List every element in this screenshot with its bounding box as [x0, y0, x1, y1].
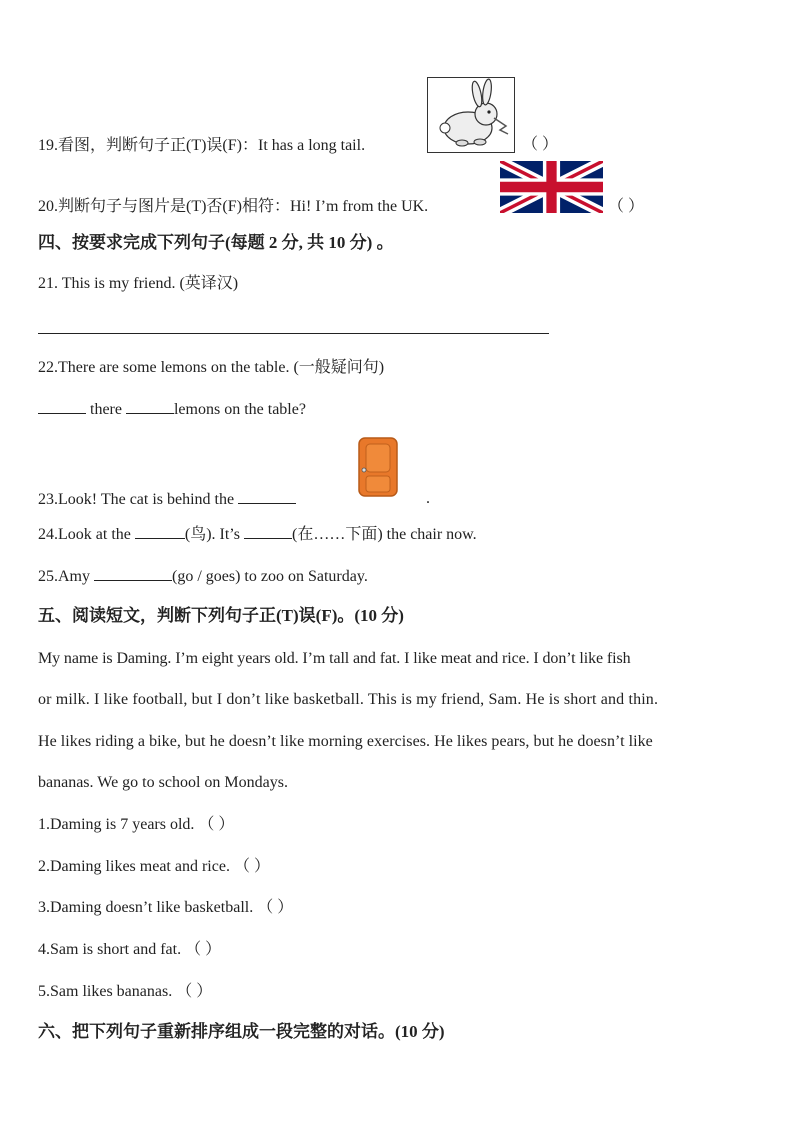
rabbit-image: [427, 77, 515, 153]
question-24: 24.Look at the (鸟). It’s (在……下面) the chair now.: [38, 526, 477, 543]
question-20-answer-paren[interactable]: （ ）: [608, 198, 645, 215]
question-22: 22.There are some lemons on the table. (一般疑问句): [38, 359, 385, 376]
reading-item-1-answer-paren[interactable]: （ ）: [198, 816, 235, 833]
uk-flag-icon: [500, 161, 603, 213]
rabbit-icon: [428, 78, 514, 152]
section-5-heading: 五、阅读短文，判断下列句子正(T)误(F)。(10 分): [38, 606, 404, 625]
passage-line-3: He likes riding a bike, but he doesn’t like morning exercises. He likes pears, but he doesn’t like: [38, 733, 653, 750]
question-22-blank-1[interactable]: [38, 399, 86, 414]
question-19: [38, 136, 365, 156]
question-22-blank-2[interactable]: [126, 399, 174, 414]
section-6-heading: 六、把下列句子重新排序组成一段完整的对话。(10 分): [38, 1022, 445, 1041]
section-4-heading: 四、按要求完成下列句子(每题 2 分, 共 10 分) 。: [38, 233, 394, 252]
question-23-period: .: [426, 490, 430, 507]
reading-item-5-answer-paren[interactable]: （ ）: [176, 983, 213, 1000]
question-21-answer-line[interactable]: [38, 333, 549, 334]
reading-item-4-answer-paren[interactable]: （ ）: [185, 941, 222, 958]
reading-item-3: 3.Daming doesn’t like basketball. （ ）: [38, 899, 294, 916]
question-21: 21. This is my friend. (英译汉): [38, 275, 239, 292]
reading-item-2: 2.Daming likes meat and rice. （ ）: [38, 858, 270, 875]
question-24-blank-1[interactable]: [135, 524, 185, 539]
reading-item-4: 4.Sam is short and fat. （ ）: [38, 941, 222, 958]
reading-item-1: 1.Daming is 7 years old. （ ）: [38, 816, 235, 833]
question-19-answer-paren[interactable]: （ ）: [522, 136, 559, 153]
door-image: [357, 436, 399, 498]
question-22-answer: there lemons on the table?: [38, 399, 306, 420]
uk-flag-image: [500, 161, 603, 213]
question-23-blank[interactable]: [238, 489, 296, 504]
question-25: 25.Amy (go / goes) to zoo on Saturday.: [38, 568, 368, 585]
passage-line-1: My name is Daming. I’m eight years old. I’m tall and fat. I like meat and rice. I don’t like fish: [38, 650, 631, 667]
reading-item-2-answer-paren[interactable]: （ ）: [233, 858, 270, 875]
passage-line-2: or milk. I like football, but I don’t like basketball. This is my friend, Sam. He is short and thin.: [38, 691, 659, 708]
question-20-text: 20.判断句子与图片是(T)否(F)相符：Hi! I’m from the UK.: [38, 198, 429, 215]
question-23: 23.Look! The cat is behind the: [38, 489, 296, 510]
question-19-text: 19.看图，判断句子正(T)误(F)：It has a long tail.: [38, 137, 366, 154]
reading-item-3-answer-paren[interactable]: （ ）: [257, 899, 294, 916]
question-25-blank[interactable]: [94, 566, 172, 581]
question-20: [38, 197, 428, 217]
question-24-blank-2[interactable]: [244, 524, 292, 539]
reading-item-5: 5.Sam likes bananas. （ ）: [38, 983, 213, 1000]
door-icon: [357, 436, 399, 498]
passage-line-4: bananas. We go to school on Mondays.: [38, 774, 288, 791]
